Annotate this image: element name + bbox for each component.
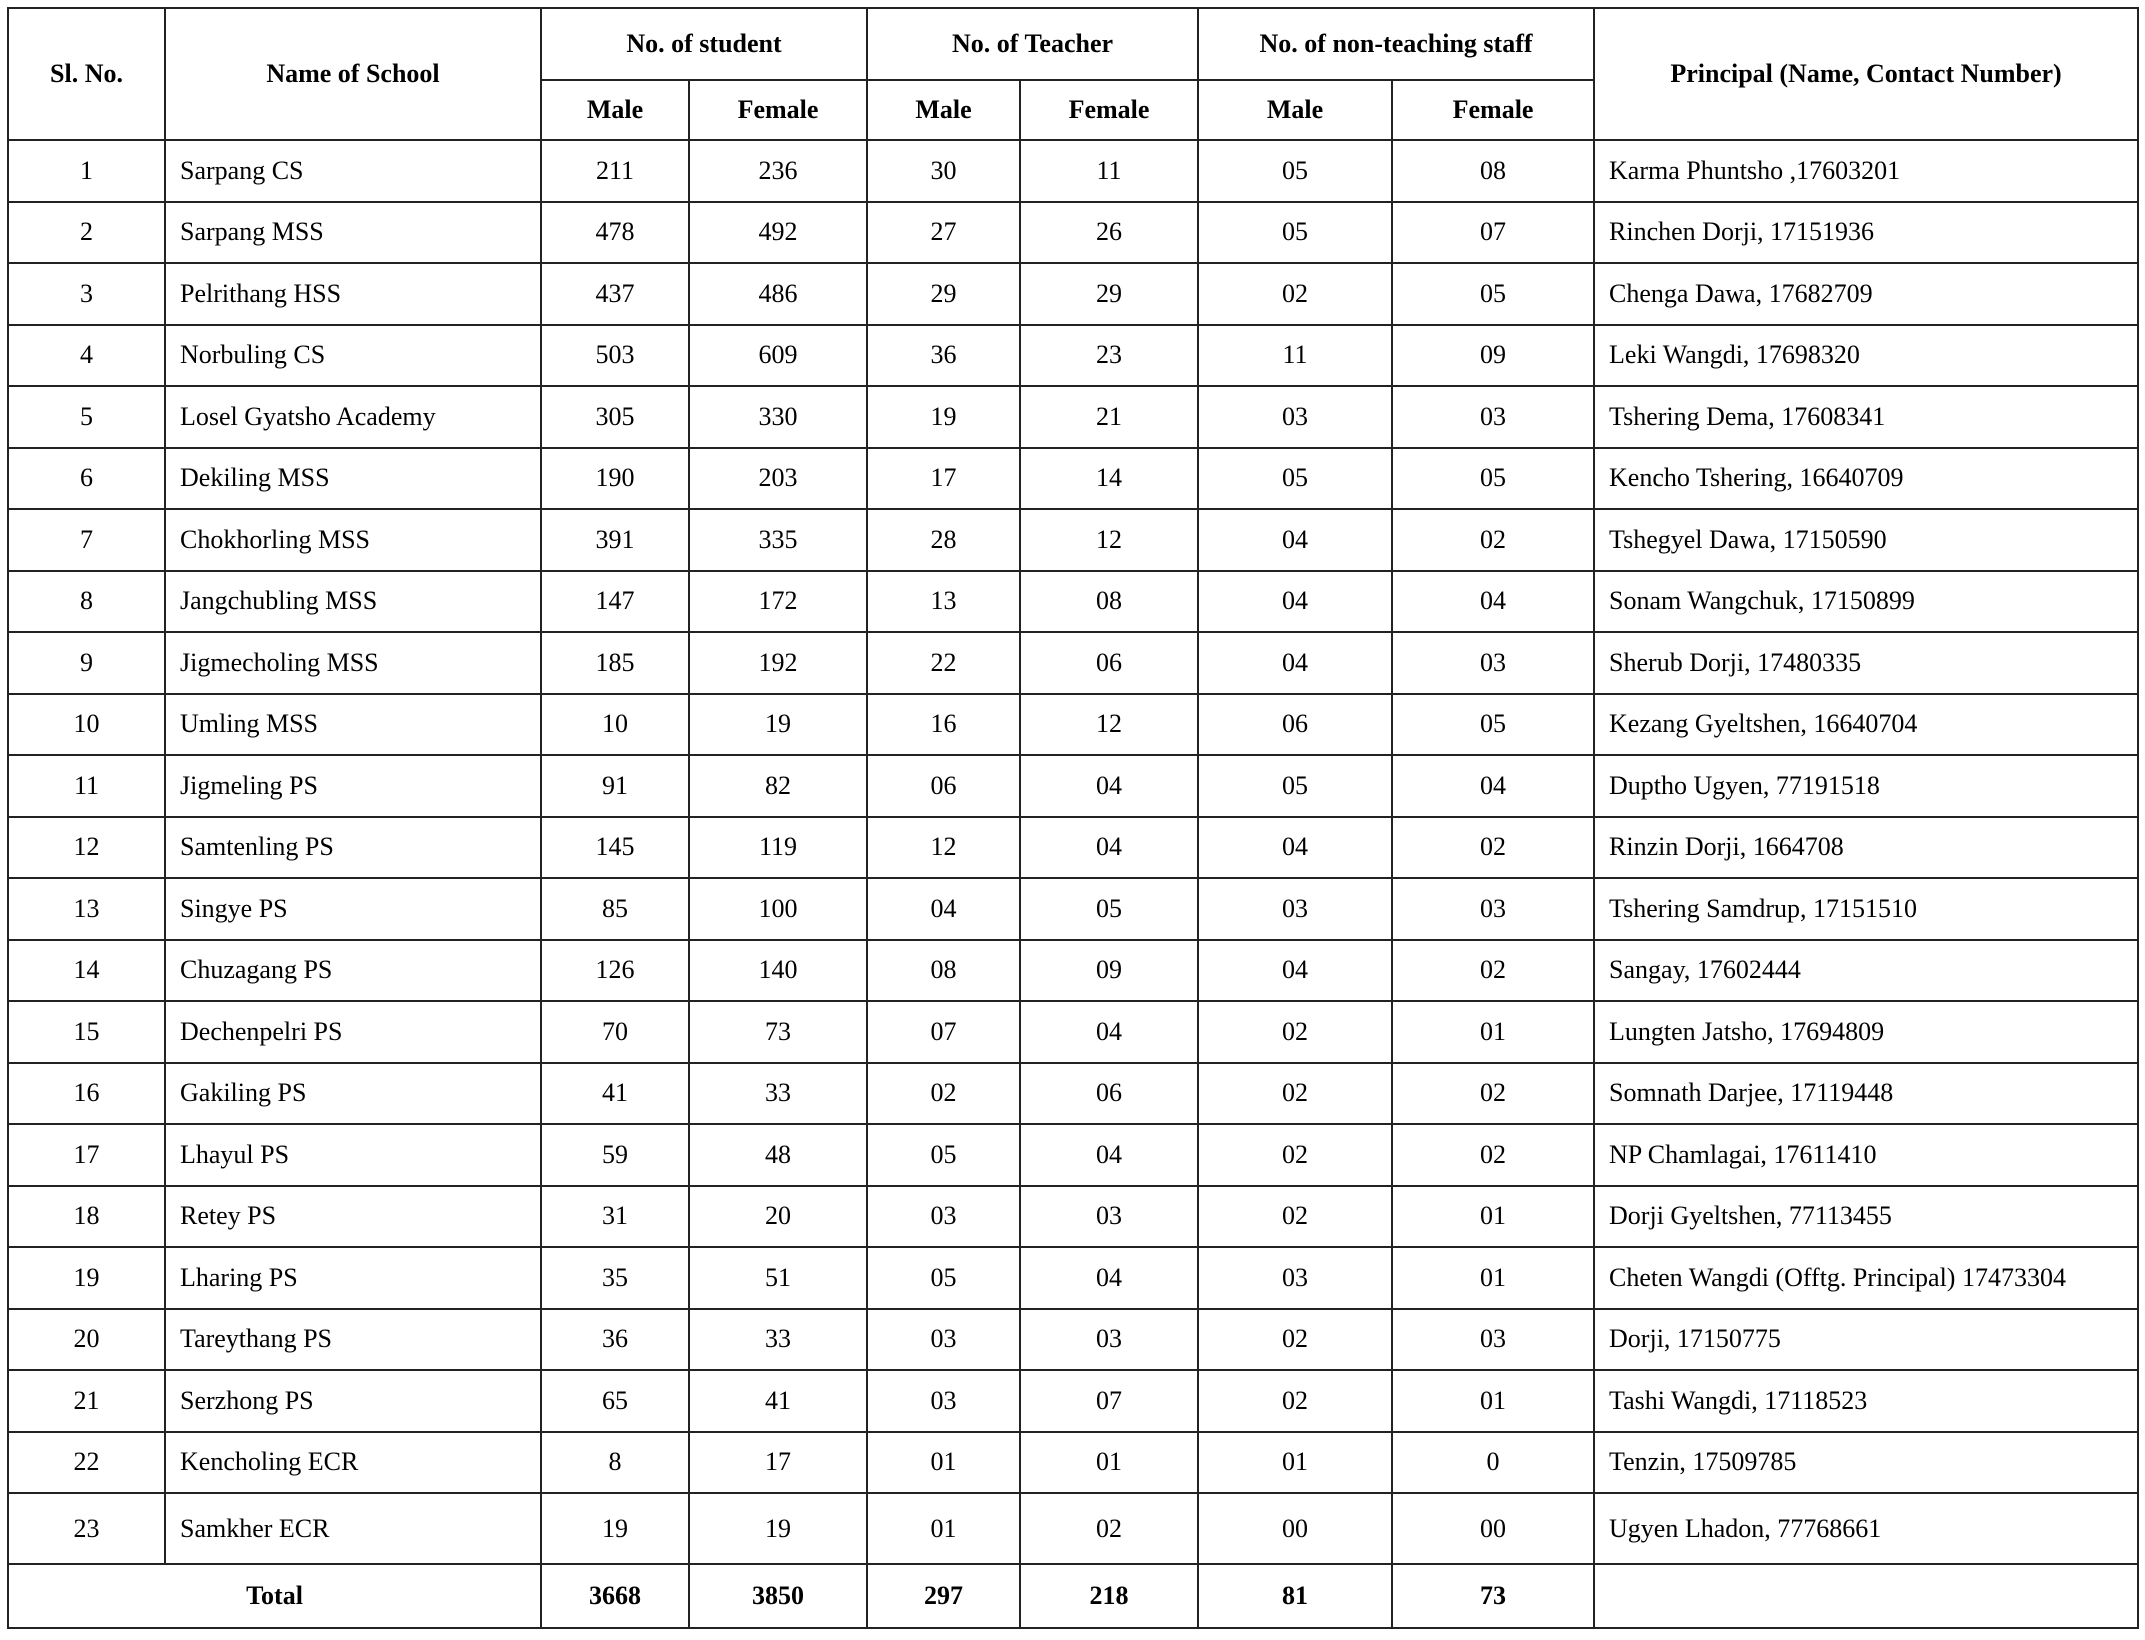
school-name-cell: Lharing PS xyxy=(165,1247,541,1309)
students-female-cell: 20 xyxy=(689,1186,867,1248)
teachers-male-cell: 06 xyxy=(867,755,1020,817)
table-row xyxy=(8,202,2138,264)
teachers-male-cell: 04 xyxy=(867,878,1020,940)
staff-male-cell: 00 xyxy=(1198,1493,1392,1564)
sl-no-cell: 4 xyxy=(8,325,165,387)
students-female-cell: 140 xyxy=(689,940,867,1002)
school-name-cell: Gakiling PS xyxy=(165,1063,541,1125)
table-row xyxy=(8,817,2138,879)
school-name-cell: Norbuling CS xyxy=(165,325,541,387)
total-teachers-female: 218 xyxy=(1020,1564,1198,1628)
principal-cell: Tshering Dema, 17608341 xyxy=(1594,386,2138,448)
table-row xyxy=(8,140,2138,202)
staff-male-cell: 05 xyxy=(1198,140,1392,202)
teachers-male-cell: 36 xyxy=(867,325,1020,387)
students-male-cell: 147 xyxy=(541,571,689,633)
principal-cell: Rinchen Dorji, 17151936 xyxy=(1594,202,2138,264)
staff-male-cell: 01 xyxy=(1198,1432,1392,1494)
principal-cell: Sherub Dorji, 17480335 xyxy=(1594,632,2138,694)
staff-male-cell: 02 xyxy=(1198,263,1392,325)
staff-female-cell: 03 xyxy=(1392,1309,1594,1371)
school-name-cell: Serzhong PS xyxy=(165,1370,541,1432)
sl-no-cell: 19 xyxy=(8,1247,165,1309)
staff-male-cell: 05 xyxy=(1198,755,1392,817)
sl-no-header: Sl. No. xyxy=(8,8,165,140)
students-female-cell: 203 xyxy=(689,448,867,510)
table-row xyxy=(8,1186,2138,1248)
teachers-male-cell: 28 xyxy=(867,509,1020,571)
students-male-cell: 185 xyxy=(541,632,689,694)
teachers-male-cell: 29 xyxy=(867,263,1020,325)
teachers-male-cell: 02 xyxy=(867,1063,1020,1125)
sl-no-cell: 10 xyxy=(8,694,165,756)
staff-male-cell: 05 xyxy=(1198,202,1392,264)
sl-no-cell: 9 xyxy=(8,632,165,694)
sl-no-cell: 18 xyxy=(8,1186,165,1248)
school-statistics-table xyxy=(7,7,2139,1629)
students-male-cell: 65 xyxy=(541,1370,689,1432)
staff-male-cell: 03 xyxy=(1198,1247,1392,1309)
teachers-male-cell: 01 xyxy=(867,1493,1020,1564)
students-female-cell: 33 xyxy=(689,1063,867,1125)
staff-male-cell: 03 xyxy=(1198,386,1392,448)
staff-male-cell: 02 xyxy=(1198,1186,1392,1248)
students-male-cell: 145 xyxy=(541,817,689,879)
students-male-cell: 211 xyxy=(541,140,689,202)
principal-cell: Dorji Gyeltshen, 77113455 xyxy=(1594,1186,2138,1248)
table-row xyxy=(8,755,2138,817)
principal-cell: Karma Phuntsho ,17603201 xyxy=(1594,140,2138,202)
students-male-cell: 85 xyxy=(541,878,689,940)
staff-female-cell: 07 xyxy=(1392,202,1594,264)
staff-female-cell: 04 xyxy=(1392,755,1594,817)
school-name-cell: Chuzagang PS xyxy=(165,940,541,1002)
teachers-female-cell: 04 xyxy=(1020,1124,1198,1186)
students-female-cell: 82 xyxy=(689,755,867,817)
sl-no-cell: 2 xyxy=(8,202,165,264)
students-female-cell: 119 xyxy=(689,817,867,879)
sl-no-cell: 6 xyxy=(8,448,165,510)
staff-female-cell: 02 xyxy=(1392,1124,1594,1186)
teachers-male-cell: 19 xyxy=(867,386,1020,448)
staff-female-cell: 05 xyxy=(1392,448,1594,510)
table-row xyxy=(8,325,2138,387)
school-name-cell: Samtenling PS xyxy=(165,817,541,879)
students-female-cell: 100 xyxy=(689,878,867,940)
non-teaching-staff-header: No. of non-teaching staff xyxy=(1198,8,1594,80)
staff-male-header: Male xyxy=(1198,80,1392,140)
staff-female-cell: 08 xyxy=(1392,140,1594,202)
sl-no-cell: 11 xyxy=(8,755,165,817)
students-male-cell: 8 xyxy=(541,1432,689,1494)
school-name-cell: Sarpang CS xyxy=(165,140,541,202)
staff-male-cell: 04 xyxy=(1198,632,1392,694)
principal-cell: Lungten Jatsho, 17694809 xyxy=(1594,1001,2138,1063)
teachers-female-cell: 03 xyxy=(1020,1186,1198,1248)
staff-female-cell: 05 xyxy=(1392,263,1594,325)
staff-female-cell: 03 xyxy=(1392,632,1594,694)
teachers-male-cell: 03 xyxy=(867,1309,1020,1371)
staff-male-cell: 04 xyxy=(1198,509,1392,571)
teachers-female-cell: 06 xyxy=(1020,632,1198,694)
staff-male-cell: 02 xyxy=(1198,1370,1392,1432)
teachers-male-cell: 27 xyxy=(867,202,1020,264)
teachers-male-cell: 05 xyxy=(867,1247,1020,1309)
table-row xyxy=(8,1001,2138,1063)
sl-no-cell: 12 xyxy=(8,817,165,879)
school-name-cell: Jigmeling PS xyxy=(165,755,541,817)
students-male-cell: 31 xyxy=(541,1186,689,1248)
table-row xyxy=(8,694,2138,756)
teachers-female-cell: 06 xyxy=(1020,1063,1198,1125)
staff-male-cell: 04 xyxy=(1198,817,1392,879)
teachers-female-cell: 08 xyxy=(1020,571,1198,633)
students-male-cell: 391 xyxy=(541,509,689,571)
sl-no-cell: 1 xyxy=(8,140,165,202)
teachers-female-cell: 04 xyxy=(1020,1001,1198,1063)
staff-female-cell: 01 xyxy=(1392,1001,1594,1063)
teachers-female-cell: 29 xyxy=(1020,263,1198,325)
teachers-female-header: Female xyxy=(1020,80,1198,140)
school-name-cell: Samkher ECR xyxy=(165,1493,541,1564)
principal-cell: NP Chamlagai, 17611410 xyxy=(1594,1124,2138,1186)
sl-no-cell: 15 xyxy=(8,1001,165,1063)
staff-male-cell: 02 xyxy=(1198,1124,1392,1186)
students-female-cell: 73 xyxy=(689,1001,867,1063)
staff-female-cell: 04 xyxy=(1392,571,1594,633)
teachers-male-cell: 03 xyxy=(867,1186,1020,1248)
staff-female-cell: 02 xyxy=(1392,817,1594,879)
table-row xyxy=(8,509,2138,571)
table-row xyxy=(8,386,2138,448)
students-female-cell: 609 xyxy=(689,325,867,387)
sl-no-cell: 21 xyxy=(8,1370,165,1432)
school-name-cell: Singye PS xyxy=(165,878,541,940)
staff-male-cell: 06 xyxy=(1198,694,1392,756)
teachers-female-cell: 04 xyxy=(1020,755,1198,817)
teachers-header: No. of Teacher xyxy=(867,8,1198,80)
principal-cell: Sangay, 17602444 xyxy=(1594,940,2138,1002)
teachers-male-cell: 16 xyxy=(867,694,1020,756)
students-header: No. of student xyxy=(541,8,867,80)
principal-cell: Tashi Wangdi, 17118523 xyxy=(1594,1370,2138,1432)
teachers-female-cell: 03 xyxy=(1020,1309,1198,1371)
teachers-female-cell: 02 xyxy=(1020,1493,1198,1564)
principal-cell: Ugyen Lhadon, 77768661 xyxy=(1594,1493,2138,1564)
staff-female-cell: 01 xyxy=(1392,1247,1594,1309)
table-header xyxy=(8,8,2138,140)
students-male-cell: 478 xyxy=(541,202,689,264)
students-male-cell: 126 xyxy=(541,940,689,1002)
students-male-cell: 10 xyxy=(541,694,689,756)
students-female-cell: 41 xyxy=(689,1370,867,1432)
table-row xyxy=(8,263,2138,325)
students-female-header: Female xyxy=(689,80,867,140)
principal-cell: Cheten Wangdi (Offtg. Principal) 17473304 xyxy=(1594,1247,2138,1309)
teachers-male-cell: 03 xyxy=(867,1370,1020,1432)
students-female-cell: 172 xyxy=(689,571,867,633)
students-male-cell: 305 xyxy=(541,386,689,448)
students-female-cell: 19 xyxy=(689,694,867,756)
students-female-cell: 492 xyxy=(689,202,867,264)
total-students-male: 3668 xyxy=(541,1564,689,1628)
teachers-male-cell: 13 xyxy=(867,571,1020,633)
staff-male-cell: 03 xyxy=(1198,878,1392,940)
students-male-cell: 437 xyxy=(541,263,689,325)
principal-cell: Tshegyel Dawa, 17150590 xyxy=(1594,509,2138,571)
principal-cell: Duptho Ugyen, 77191518 xyxy=(1594,755,2138,817)
table-row xyxy=(8,1309,2138,1371)
principal-cell: Tshering Samdrup, 17151510 xyxy=(1594,878,2138,940)
staff-female-cell: 02 xyxy=(1392,1063,1594,1125)
teachers-female-cell: 04 xyxy=(1020,817,1198,879)
principal-cell: Sonam Wangchuk, 17150899 xyxy=(1594,571,2138,633)
teachers-female-cell: 12 xyxy=(1020,694,1198,756)
teachers-female-cell: 01 xyxy=(1020,1432,1198,1494)
teachers-male-cell: 08 xyxy=(867,940,1020,1002)
teachers-female-cell: 09 xyxy=(1020,940,1198,1002)
teachers-female-cell: 05 xyxy=(1020,878,1198,940)
school-name-cell: Tareythang PS xyxy=(165,1309,541,1371)
teachers-male-cell: 17 xyxy=(867,448,1020,510)
table-body xyxy=(8,140,2138,1564)
staff-female-cell: 05 xyxy=(1392,694,1594,756)
students-female-cell: 236 xyxy=(689,140,867,202)
sl-no-cell: 8 xyxy=(8,571,165,633)
table-row xyxy=(8,571,2138,633)
staff-male-cell: 02 xyxy=(1198,1063,1392,1125)
students-female-cell: 330 xyxy=(689,386,867,448)
total-label: Total xyxy=(8,1564,541,1628)
school-name-cell: Lhayul PS xyxy=(165,1124,541,1186)
teachers-female-cell: 04 xyxy=(1020,1247,1198,1309)
principal-cell: Tenzin, 17509785 xyxy=(1594,1432,2138,1494)
students-male-cell: 91 xyxy=(541,755,689,817)
school-name-cell: Jigmecholing MSS xyxy=(165,632,541,694)
table-row xyxy=(8,1247,2138,1309)
total-staff-female: 73 xyxy=(1392,1564,1594,1628)
teachers-female-cell: 14 xyxy=(1020,448,1198,510)
school-name-cell: Dekiling MSS xyxy=(165,448,541,510)
students-female-cell: 17 xyxy=(689,1432,867,1494)
sl-no-cell: 22 xyxy=(8,1432,165,1494)
teachers-male-cell: 07 xyxy=(867,1001,1020,1063)
school-name-cell: Pelrithang HSS xyxy=(165,263,541,325)
staff-female-header: Female xyxy=(1392,80,1594,140)
students-male-header: Male xyxy=(541,80,689,140)
teachers-male-cell: 30 xyxy=(867,140,1020,202)
table-row xyxy=(8,1432,2138,1494)
table-row xyxy=(8,1063,2138,1125)
students-female-cell: 48 xyxy=(689,1124,867,1186)
staff-male-cell: 04 xyxy=(1198,571,1392,633)
teachers-male-cell: 12 xyxy=(867,817,1020,879)
principal-cell: Chenga Dawa, 17682709 xyxy=(1594,263,2138,325)
teachers-female-cell: 26 xyxy=(1020,202,1198,264)
teachers-female-cell: 21 xyxy=(1020,386,1198,448)
staff-female-cell: 0 xyxy=(1392,1432,1594,1494)
staff-male-cell: 11 xyxy=(1198,325,1392,387)
header-row-top xyxy=(8,8,2138,80)
school-name-cell: Losel Gyatsho Academy xyxy=(165,386,541,448)
school-name-cell: Umling MSS xyxy=(165,694,541,756)
table-row xyxy=(8,1124,2138,1186)
total-students-female: 3850 xyxy=(689,1564,867,1628)
students-male-cell: 41 xyxy=(541,1063,689,1125)
sl-no-cell: 7 xyxy=(8,509,165,571)
teachers-male-cell: 05 xyxy=(867,1124,1020,1186)
students-male-cell: 59 xyxy=(541,1124,689,1186)
staff-female-cell: 02 xyxy=(1392,940,1594,1002)
principal-cell: Kencho Tshering, 16640709 xyxy=(1594,448,2138,510)
students-male-cell: 36 xyxy=(541,1309,689,1371)
principal-header: Principal (Name, Contact Number) xyxy=(1594,8,2138,140)
sl-no-cell: 5 xyxy=(8,386,165,448)
table-row xyxy=(8,1370,2138,1432)
students-female-cell: 51 xyxy=(689,1247,867,1309)
total-row xyxy=(8,1564,2138,1628)
teachers-male-cell: 01 xyxy=(867,1432,1020,1494)
total-teachers-male: 297 xyxy=(867,1564,1020,1628)
table-row xyxy=(8,878,2138,940)
table-row xyxy=(8,1493,2138,1564)
staff-male-cell: 02 xyxy=(1198,1309,1392,1371)
table-row xyxy=(8,448,2138,510)
students-male-cell: 70 xyxy=(541,1001,689,1063)
students-female-cell: 486 xyxy=(689,263,867,325)
teachers-female-cell: 23 xyxy=(1020,325,1198,387)
students-female-cell: 19 xyxy=(689,1493,867,1564)
sl-no-cell: 14 xyxy=(8,940,165,1002)
teachers-female-cell: 12 xyxy=(1020,509,1198,571)
sl-no-cell: 23 xyxy=(8,1493,165,1564)
staff-female-cell: 02 xyxy=(1392,509,1594,571)
staff-female-cell: 01 xyxy=(1392,1186,1594,1248)
sl-no-cell: 3 xyxy=(8,263,165,325)
table-footer xyxy=(8,1564,2138,1628)
staff-female-cell: 03 xyxy=(1392,878,1594,940)
staff-male-cell: 05 xyxy=(1198,448,1392,510)
staff-male-cell: 04 xyxy=(1198,940,1392,1002)
school-name-cell: Retey PS xyxy=(165,1186,541,1248)
staff-female-cell: 03 xyxy=(1392,386,1594,448)
teachers-female-cell: 07 xyxy=(1020,1370,1198,1432)
students-male-cell: 35 xyxy=(541,1247,689,1309)
principal-cell: Leki Wangdi, 17698320 xyxy=(1594,325,2138,387)
staff-female-cell: 00 xyxy=(1392,1493,1594,1564)
table-row xyxy=(8,940,2138,1002)
teachers-male-header: Male xyxy=(867,80,1020,140)
school-name-header: Name of School xyxy=(165,8,541,140)
table-row xyxy=(8,632,2138,694)
total-principal-empty-cell xyxy=(1594,1564,2138,1628)
students-female-cell: 335 xyxy=(689,509,867,571)
sl-no-cell: 20 xyxy=(8,1309,165,1371)
principal-cell: Rinzin Dorji, 1664708 xyxy=(1594,817,2138,879)
students-male-cell: 190 xyxy=(541,448,689,510)
students-male-cell: 503 xyxy=(541,325,689,387)
school-name-cell: Kencholing ECR xyxy=(165,1432,541,1494)
principal-cell: Kezang Gyeltshen, 16640704 xyxy=(1594,694,2138,756)
staff-female-cell: 09 xyxy=(1392,325,1594,387)
staff-male-cell: 02 xyxy=(1198,1001,1392,1063)
total-staff-male: 81 xyxy=(1198,1564,1392,1628)
staff-female-cell: 01 xyxy=(1392,1370,1594,1432)
teachers-female-cell: 11 xyxy=(1020,140,1198,202)
school-name-cell: Jangchubling MSS xyxy=(165,571,541,633)
students-female-cell: 192 xyxy=(689,632,867,694)
principal-cell: Somnath Darjee, 17119448 xyxy=(1594,1063,2138,1125)
school-name-cell: Chokhorling MSS xyxy=(165,509,541,571)
sl-no-cell: 16 xyxy=(8,1063,165,1125)
principal-cell: Dorji, 17150775 xyxy=(1594,1309,2138,1371)
students-male-cell: 19 xyxy=(541,1493,689,1564)
sl-no-cell: 17 xyxy=(8,1124,165,1186)
school-name-cell: Dechenpelri PS xyxy=(165,1001,541,1063)
teachers-male-cell: 22 xyxy=(867,632,1020,694)
students-female-cell: 33 xyxy=(689,1309,867,1371)
sl-no-cell: 13 xyxy=(8,878,165,940)
school-name-cell: Sarpang MSS xyxy=(165,202,541,264)
